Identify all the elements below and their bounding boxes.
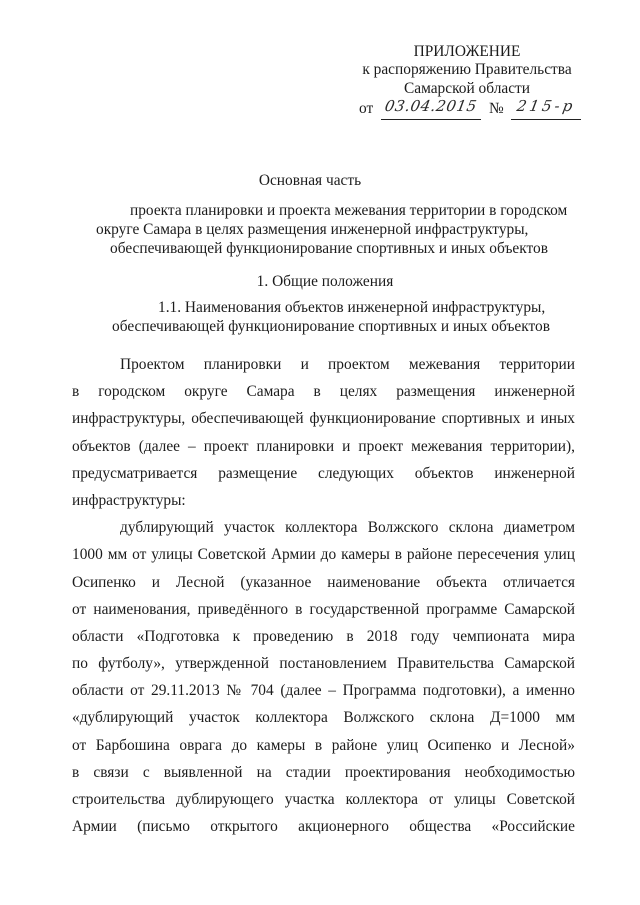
text-line: области «Подготовка к проведению в 2018 году чемпионата мира [72,627,575,645]
subsection-heading-line: 1.1. Наименования объектов инженерной инфраструктуры, [158,298,546,316]
text-line: объектов (далее – проект планировки и проект межевания территории), [72,437,575,455]
order-date-line [359,99,585,119]
text-line: «дублирующий участок коллектора Волжского склона Д=1000 мм [72,709,575,727]
order-number-field [511,99,581,120]
text-line: в городском округе Самара в целях размещения инженерной [72,383,575,401]
text-line: от Барбошина оврага до камеры в районе улиц Осипенко и Лесной» [72,736,575,754]
order-date-handwritten: 03.04.2015 [383,97,479,115]
document-title-line: обеспечивающей функционирование спортивных и иных объектов [110,239,549,257]
text-line: по футболу», утвержденной постановлением Правительства Самарской [72,655,575,673]
text-line: инфраструктуры: [72,491,186,509]
paragraph [72,514,575,840]
text-line: от наименования, приведённого в государственной программе Самарской [72,600,575,618]
section-heading: 1. Общие положения [256,272,394,290]
text-line: предусматривается размещение следующих объектов инженерной [72,464,575,482]
body-text [72,351,575,840]
text-line: строительства дублирующего участка коллектора от улицы Советской [72,791,575,808]
text-line: Осипенко и Лесной (указанное наименование объекта отличается [72,573,575,591]
text-line: Проектом планировки и проектом межевания территории [120,356,575,373]
document-title-line: округе Самара в целях размещения инженерной инфраструктуры, [96,220,529,238]
order-number-sign: № [488,100,504,117]
subsection-heading-line: обеспечивающей функционирование спортивных и иных объектов [112,317,551,335]
order-date-prefix: от [359,100,374,117]
text-line: дублирующий участок коллектора Волжского склона диаметром [120,519,575,537]
order-number-handwritten: 215-р [515,97,578,115]
document-title-heading: Основная часть [258,171,362,189]
text-line: в связи с выявленной на стадии проектирования необходимостью [72,763,575,781]
text-line: области от 29.11.2013 № 704 (далее – Программа подготовки), а именно [72,682,575,700]
text-line: инфраструктуры, обеспечивающей функционирование спортивных и иных [72,410,575,428]
document-title-line: проекта планировки и проекта межевания территории в городском [130,201,568,219]
appendix-order-line: к распоряжению Правительства [362,61,572,78]
appendix-region-line: Самарской области [403,80,530,97]
appendix-title: ПРИЛОЖЕНИЕ [413,43,521,60]
order-date-field [381,99,481,120]
text-line: 1000 мм от улицы Советской Армии до камеры в районе пересечения улиц [72,546,575,564]
text-line: Армии (письмо открытого акционерного общества «Российские [72,818,575,836]
paragraph [72,351,575,514]
